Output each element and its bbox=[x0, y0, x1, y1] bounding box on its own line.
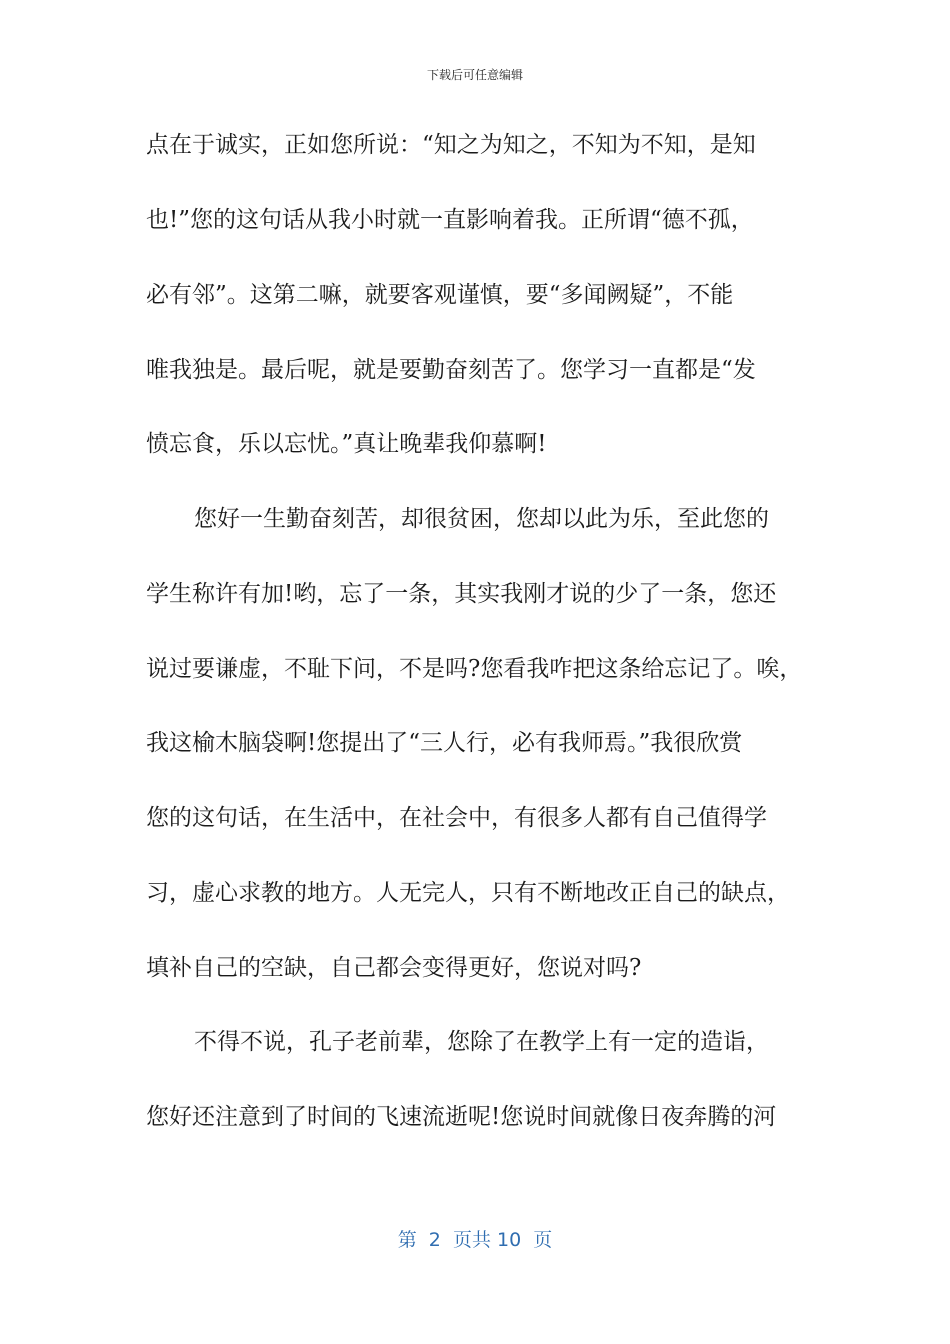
paragraph-1-line-4: 唯我独是。最后呢，就是要勤奋刻苦了。您学习一直都是“发 bbox=[146, 357, 756, 383]
paragraph-2-line-3: 说过要谦虚，不耻下问，不是吗?您看我咋把这条给忘记了。唉， bbox=[146, 656, 803, 682]
paragraph-1-line-3: 必有邻”。这第二嘛，就要客观谨慎，要“多闻阙疑”，不能 bbox=[146, 282, 734, 308]
paragraph-2-line-4: 我这榆木脑袋啊!您提出了“三人行，必有我师焉。”我很欣赏 bbox=[146, 730, 743, 756]
paragraph-2-line-6: 习，虚心求教的地方。人无完人，只有不断地改正自己的缺点， bbox=[146, 880, 790, 906]
paragraph-2-line-5: 您的这句话，在生活中，在社会中，有很多人都有自己值得学 bbox=[146, 805, 767, 831]
paragraph-1-line-1: 点在于诚实，正如您所说：“知之为知之，不知为不知，是知 bbox=[146, 132, 756, 158]
paragraph-1-line-5: 愤忘食，乐以忘忧。”真让晚辈我仰慕啊! bbox=[146, 431, 547, 457]
paragraph-2-line-1: 您好一生勤奋刻苦，却很贫困，您却以此为乐，至此您的 bbox=[194, 506, 769, 532]
paragraph-1-line-2: 也!”您的这句话从我小时就一直影响着我。正所谓“德不孤， bbox=[146, 207, 754, 233]
page-number-footer: 第 2 页共 10 页 bbox=[397, 1229, 553, 1251]
page-header-note: 下载后可任意编辑 bbox=[426, 68, 523, 82]
paragraph-3-line-1: 不得不说，孔子老前辈，您除了在教学上有一定的造诣， bbox=[194, 1029, 769, 1055]
paragraph-2-line-7: 填补自己的空缺，自己都会变得更好，您说对吗? bbox=[146, 955, 642, 981]
paragraph-2-line-2: 学生称许有加!哟，忘了一条，其实我刚才说的少了一条，您还 bbox=[146, 581, 777, 607]
paragraph-3-line-2: 您好还注意到了时间的飞速流逝呢!您说时间就像日夜奔腾的河 bbox=[146, 1104, 777, 1130]
